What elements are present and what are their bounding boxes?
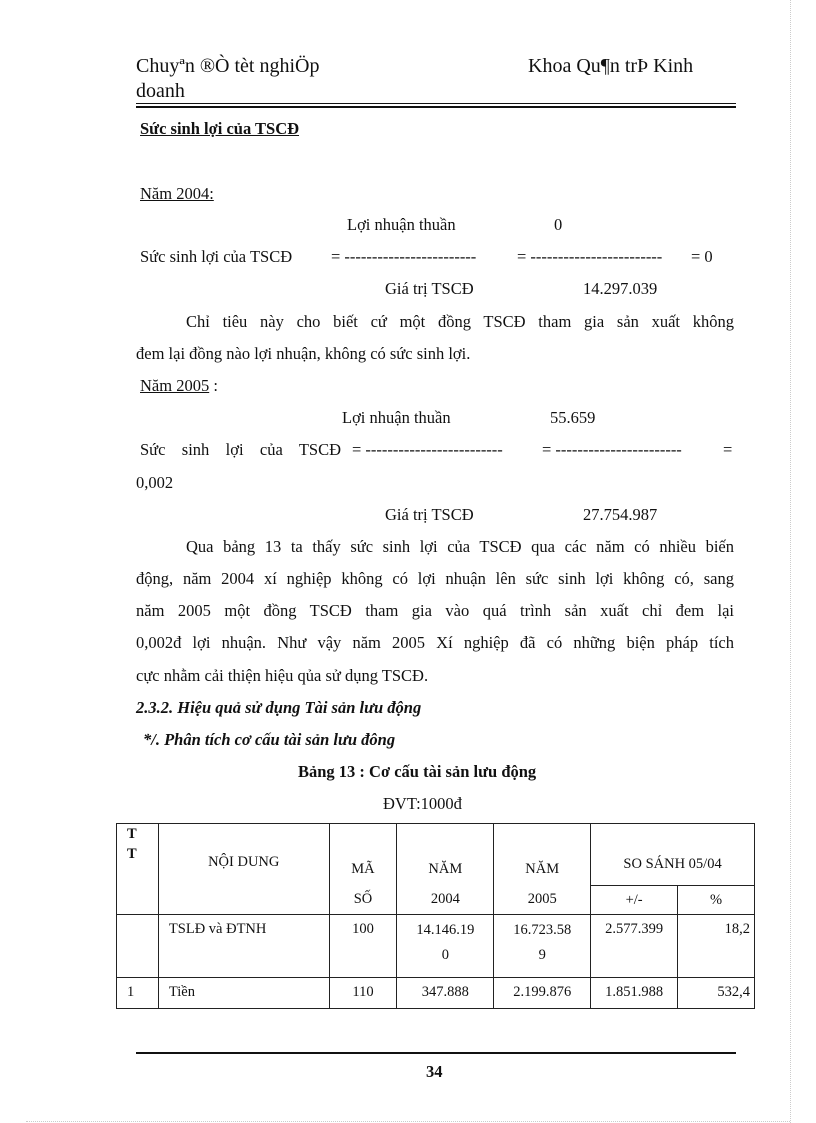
formula-2004-dashes-1: = ------------------------ bbox=[331, 247, 477, 266]
table-title: Bảng 13 : Cơ cấu tài sản lưu động bbox=[298, 762, 537, 781]
paragraph-2-line4: 0,002đ lợi nhuận. Như vậy năm 2005 Xí nghiệp đã có những biện pháp tích bbox=[136, 633, 734, 652]
paragraph-2-line2: động, năm 2004 xí nghiệp không có lợi nhuận lên sức sinh lợi không có, sang bbox=[136, 569, 734, 588]
row2-diff: 1.851.988 bbox=[591, 978, 678, 1009]
formula-2005-denominator-value: 27.754.987 bbox=[583, 505, 658, 524]
header-left-line1: Chuyªn ®Ò tèt nghiÖp bbox=[136, 55, 320, 77]
row1-2004-line1: 14.146.19 bbox=[416, 922, 475, 938]
row1-2005-line1: 16.723.58 bbox=[513, 922, 572, 938]
asset-structure-table bbox=[116, 823, 755, 1009]
header-content-cell bbox=[158, 824, 329, 915]
row2-tt: 1 bbox=[117, 978, 159, 1009]
section-heading-2-3-2: 2.3.2. Hiệu quả sử dụng Tài sản lưu động bbox=[136, 698, 422, 717]
header-tt-line1: T bbox=[127, 826, 137, 842]
formula-2004-lhs: Sức sinh lợi của TSCĐ bbox=[140, 247, 293, 266]
row2-2004: 347.888 bbox=[397, 978, 494, 1009]
formula-2004-numerator-label: Lợi nhuận thuần bbox=[347, 215, 456, 234]
row1-content: TSLĐ và ĐTNH bbox=[158, 915, 329, 978]
table-unit: ĐVT:1000đ bbox=[383, 794, 462, 813]
row1-2004 bbox=[397, 915, 494, 978]
header-diff-cell: +/- bbox=[591, 886, 678, 915]
page-edge-bottom bbox=[26, 1121, 790, 1122]
section-subheading: */. Phân tích cơ cấu tài sản lưu đông bbox=[143, 730, 396, 749]
table-row bbox=[117, 978, 755, 1009]
paragraph-2-line5: cực nhằm cải thiện hiệu qủa sử dụng TSCĐ. bbox=[136, 666, 429, 685]
header-2005-line1: NĂM bbox=[525, 861, 560, 877]
row1-pct: 18,2 bbox=[678, 915, 755, 978]
formula-2005-equals: = bbox=[723, 440, 733, 459]
row2-pct: 532,4 bbox=[678, 978, 755, 1009]
formula-2005-dashes-2: = ----------------------- bbox=[542, 440, 682, 459]
header-compare-cell bbox=[591, 824, 755, 886]
formula-2004-numerator-value: 0 bbox=[554, 215, 563, 234]
header-right: Khoa Qu¶n trÞ Kinh bbox=[528, 55, 694, 77]
paragraph-2-line1: Qua bảng 13 ta thấy sức sinh lợi của TSCĐ qua các năm có nhiều biến bbox=[186, 537, 734, 556]
formula-2004-denominator-value: 14.297.039 bbox=[583, 279, 658, 298]
year-2005-label: Năm 2005 bbox=[140, 376, 210, 395]
formula-2005-dashes-1: = ------------------------- bbox=[352, 440, 503, 459]
header-tt-cell bbox=[117, 824, 159, 915]
header-compare-label: SO SÁNH 05/04 bbox=[623, 856, 722, 873]
header-tt-line2: T bbox=[127, 846, 137, 862]
header-2005-cell bbox=[494, 824, 591, 915]
table-header-row-1 bbox=[117, 824, 755, 886]
formula-2005-numerator-value: 55.659 bbox=[550, 408, 596, 427]
row1-diff: 2.577.399 bbox=[591, 915, 678, 978]
header-rule-top bbox=[136, 103, 736, 104]
row1-code: 100 bbox=[329, 915, 397, 978]
header-code-cell bbox=[329, 824, 397, 915]
header-rule-bottom bbox=[136, 106, 736, 108]
header-2004-line1: NĂM bbox=[428, 861, 463, 877]
formula-2004-result: = 0 bbox=[691, 247, 713, 266]
row2-content: Tiền bbox=[158, 978, 329, 1009]
row2-code: 110 bbox=[329, 978, 397, 1009]
header-left-line2: doanh bbox=[136, 80, 185, 102]
row1-2004-line2: 0 bbox=[441, 947, 449, 963]
header-content-label: NỘI DUNG bbox=[208, 854, 280, 870]
header-code-line1: MÃ bbox=[351, 861, 375, 877]
year-2005-label-wrap bbox=[140, 376, 218, 396]
formula-2004-dashes-2: = ------------------------ bbox=[517, 247, 663, 266]
header-code-line2: SỐ bbox=[353, 891, 373, 907]
paragraph-2004-line2: đem lại đồng nào lợi nhuận, không có sức sinh lợi. bbox=[136, 344, 471, 363]
page-edge-right bbox=[790, 0, 791, 1123]
footer-rule bbox=[136, 1052, 736, 1054]
row2-2005: 2.199.876 bbox=[494, 978, 591, 1009]
header-2004-line2: 2004 bbox=[430, 891, 460, 907]
row1-2005 bbox=[494, 915, 591, 978]
row1-2005-line2: 9 bbox=[538, 947, 546, 963]
row1-tt bbox=[117, 915, 159, 978]
section-title-tscd: Sức sinh lợi của TSCĐ bbox=[140, 119, 300, 138]
header-2004-cell bbox=[397, 824, 494, 915]
header-2005-line2: 2005 bbox=[527, 891, 557, 907]
formula-2004-denominator-label: Giá trị TSCĐ bbox=[385, 279, 474, 298]
formula-2005-numerator-label: Lợi nhuận thuần bbox=[342, 408, 451, 427]
year-2004-label: Năm 2004: bbox=[140, 184, 214, 203]
header-pct-cell: % bbox=[678, 886, 755, 915]
formula-2005-denominator-label: Giá trị TSCĐ bbox=[385, 505, 474, 524]
page-number: 34 bbox=[426, 1062, 443, 1081]
paragraph-2-line3: năm 2005 một đồng TSCĐ tham gia vào quá trình sản xuất chỉ đem lại bbox=[136, 601, 734, 620]
table-row bbox=[117, 915, 755, 978]
paragraph-2004-line1: Chỉ tiêu này cho biết cứ một đồng TSCĐ tham gia sản xuất không bbox=[186, 312, 734, 331]
formula-2005-result: 0,002 bbox=[136, 473, 174, 492]
formula-2005-lhs: Sức sinh lợi của TSCĐ bbox=[140, 440, 341, 459]
year-2005-label-suffix: : bbox=[209, 376, 218, 395]
